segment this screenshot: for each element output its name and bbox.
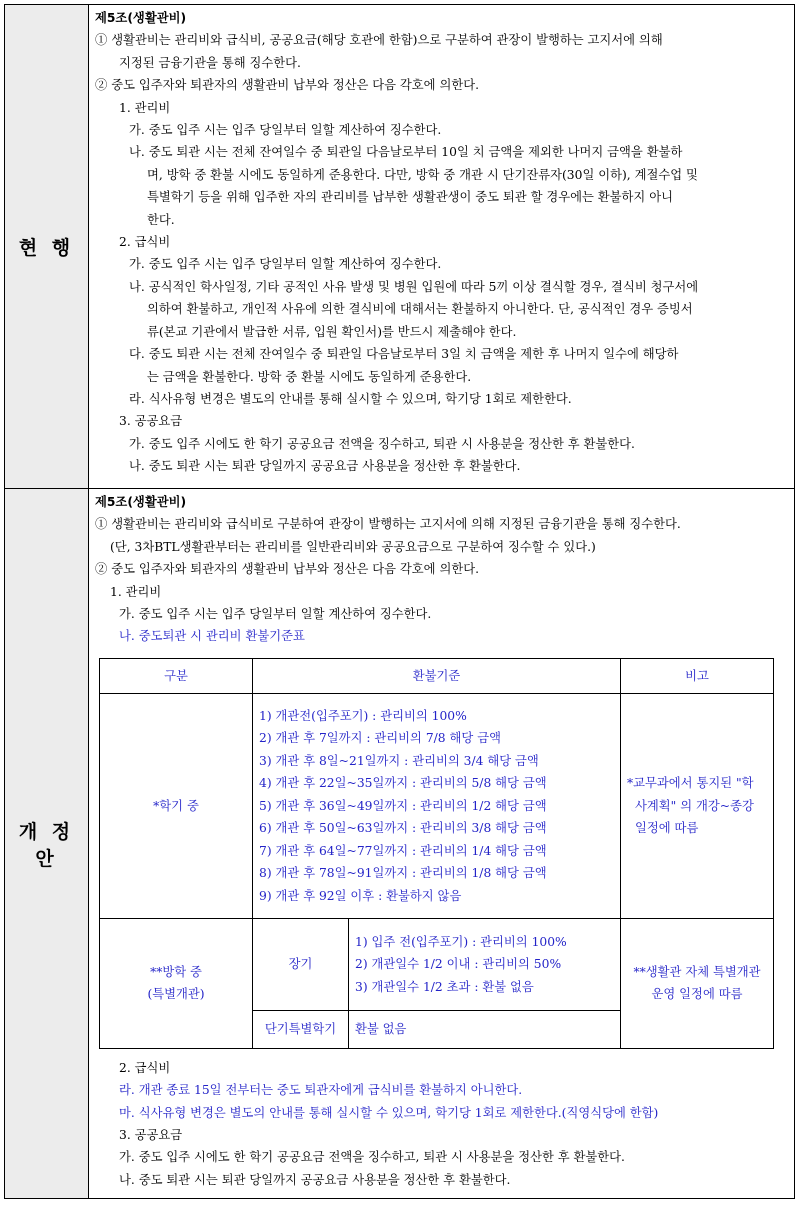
current-row <box>5 5 795 489</box>
refund-vacation-note-line: 운영 일정에 따름 <box>651 987 743 1002</box>
proposed-p2: ② 중도 입주자와 퇴관자의 생활관비 납부와 정산은 다음 각호에 의한다. <box>95 562 479 577</box>
refund-header-criteria: 환불기준 <box>253 658 621 693</box>
current-s1-title: 1. 관리비 <box>119 100 171 115</box>
refund-semester-note-line: *교무과에서 통지된 "학 <box>627 776 754 791</box>
refund-semester-row <box>100 693 774 918</box>
refund-semester-note-line: 일정에 따름 <box>635 821 699 836</box>
proposed-p1-line2: (단, 3차BTL생활관부터는 관리비를 일반관리비와 공공요금으로 구분하여 징수할 수 있다.) <box>110 539 596 554</box>
comparison-table <box>4 4 795 1199</box>
refund-short-term-value: 환불 없음 <box>349 1010 621 1048</box>
refund-semester-rule: 5) 개관 후 36일~49일까지 : 관리비의 1/2 해당 금액 <box>259 798 547 813</box>
proposed-s3-b: 나. 중도 퇴관 시는 퇴관 당일까지 공공요금 사용분을 정산한 후 환불한다. <box>119 1172 511 1187</box>
refund-long-term-label: 장기 <box>253 918 349 1010</box>
refund-semester-rule: 1) 개관전(입주포기) : 관리비의 100% <box>259 708 467 723</box>
refund-semester-rule: 8) 개관 후 78일~91일까지 : 관리비의 1/8 해당 금액 <box>259 866 547 881</box>
current-s2-title: 2. 급식비 <box>119 235 171 250</box>
current-label: 현 행 <box>5 5 89 489</box>
refund-vacation-label <box>100 918 253 1048</box>
current-p1-line2: 지정된 금융기관을 통해 징수한다. <box>119 55 301 70</box>
current-p2: ② 중도 입주자와 퇴관자의 생활관비 납부와 정산은 다음 각호에 의한다. <box>95 78 479 93</box>
proposed-s3-a: 가. 중도 입주 시에도 한 학기 공공요금 전액을 징수하고, 퇴관 시 사용분을 정산한 후 환불한다. <box>119 1150 625 1165</box>
refund-vacation-label-line: **방학 중 <box>150 964 202 979</box>
current-s1-a: 가. 중도 입주 시는 입주 당일부터 일할 계산하여 징수한다. <box>129 123 442 138</box>
refund-long-term-rule: 2) 개관일수 1/2 이내 : 관리비의 50% <box>355 957 562 972</box>
proposed-article-title: 제5조(생활관비) <box>95 495 187 509</box>
proposed-s1-b: 나. 중도퇴관 시 관리비 환불기준표 <box>119 629 305 644</box>
proposed-s2-d: 라. 개관 종료 15일 전부터는 중도 퇴관자에게 급식비를 환불하지 아니한다. <box>119 1083 523 1098</box>
proposed-s2-e-row <box>95 1102 786 1124</box>
current-s1-b-line4: 한다. <box>147 212 175 227</box>
refund-vacation-label-line: (특별개관) <box>147 987 205 1002</box>
refund-long-term-rule: 3) 개관일수 1/2 초과 : 환불 없음 <box>355 979 534 994</box>
current-s3-title: 3. 공공요금 <box>119 414 183 429</box>
refund-semester-label: *학기 중 <box>100 693 253 918</box>
refund-header-note: 비고 <box>621 658 774 693</box>
current-s2-c-line1: 다. 중도 퇴관 시는 전체 잔여일수 중 퇴관일 다음날로부터 3일 치 금액을 제한 후 나머지 일수에 해당하 <box>129 347 679 362</box>
refund-long-term-rule: 1) 입주 전(입주포기) : 관리비의 100% <box>355 934 567 949</box>
refund-header-category: 구분 <box>100 658 253 693</box>
refund-criteria-table <box>99 658 774 1049</box>
refund-semester-note <box>621 693 774 918</box>
current-s2-a: 가. 중도 입주 시는 입주 당일부터 일할 계산하여 징수한다. <box>129 257 442 272</box>
refund-semester-rule: 4) 개관 후 22일~35일까지 : 관리비의 5/8 해당 금액 <box>259 776 547 791</box>
proposed-s2-e-note: (직영식당에 한함) <box>561 1105 659 1120</box>
current-s2-b-line1: 나. 공식적인 학사일정, 기타 공적인 사유 발생 및 병원 입원에 따라 5끼 이상 결식할 경우, 결식비 청구서에 <box>129 279 699 294</box>
proposed-s3-title: 3. 공공요금 <box>119 1128 183 1143</box>
current-s3-b: 나. 중도 퇴관 시는 퇴관 당일까지 공공요금 사용분을 정산한 후 환불한다. <box>129 459 521 474</box>
proposed-s2-e: 마. 식사유형 변경은 별도의 안내를 통해 실시할 수 있으며, 학기당 1회로 제한한다. <box>119 1105 562 1120</box>
refund-vacation-long-row <box>100 918 774 1010</box>
current-content <box>89 5 795 489</box>
proposed-s2-title: 2. 급식비 <box>119 1060 171 1075</box>
refund-semester-rule: 6) 개관 후 50일~63일까지 : 관리비의 3/8 해당 금액 <box>259 821 547 836</box>
refund-header-row <box>100 658 774 693</box>
current-s3-a: 가. 중도 입주 시에도 한 학기 공공요금 전액을 징수하고, 퇴관 시 사용분을 정산한 후 환불한다. <box>129 436 635 451</box>
refund-semester-note-line: 사계획" 의 개강~종강 <box>635 798 754 813</box>
current-s1-b-line2: 며, 방학 중 환불 시에도 동일하게 준용한다. 다만, 방학 중 개관 시 단기잔류자(30일 이하), 계절수업 및 <box>147 167 698 182</box>
current-s1-b-line1: 나. 중도 퇴관 시는 전체 잔여일수 중 퇴관일 다음날로부터 10일 치 금액을 제외한 나머지 금액을 환불하 <box>129 145 683 160</box>
refund-semester-rule: 2) 개관 후 7일까지 : 관리비의 7/8 해당 금액 <box>259 731 501 746</box>
current-s2-d: 라. 식사유형 변경은 별도의 안내를 통해 실시할 수 있으며, 학기당 1회로 제한한다. <box>129 391 572 406</box>
refund-vacation-note-line: **생활관 자체 특별개관 <box>633 964 761 979</box>
current-s2-b-line2: 의하여 환불하고, 개인적 사유에 의한 결식비에 대해서는 환불하지 아니한다. 단, 공식적인 경우 증빙서 <box>147 302 693 317</box>
current-s1-b-line3: 특별학기 등을 위해 입주한 자의 관리비를 납부한 생활관생이 중도 퇴관 할 경우에는 환불하지 아니 <box>147 190 673 205</box>
refund-semester-rule: 7) 개관 후 64일~77일까지 : 관리비의 1/4 해당 금액 <box>259 843 547 858</box>
current-p1-line1: ① 생활관비는 관리비와 급식비, 공공요금(해당 호관에 한함)으로 구분하여 관장이 발행하는 고지서에 의해 <box>95 33 663 48</box>
refund-vacation-note <box>621 918 774 1048</box>
proposed-row <box>5 489 795 1199</box>
proposed-p1-line1: ① 생활관비는 관리비와 급식비로 구분하여 관장이 발행하는 고지서에 의해 지정된 금융기관을 통해 징수한다. <box>95 517 681 532</box>
current-s2-c-line2: 는 금액을 환불한다. 방학 중 환불 시에도 동일하게 준용한다. <box>147 369 472 384</box>
current-s2-b-line3: 류(본교 기관에서 발급한 서류, 입원 확인서)를 반드시 제출해야 한다. <box>147 324 517 339</box>
current-article-title: 제5조(생활관비) <box>95 11 187 25</box>
refund-long-term-criteria <box>349 918 621 1010</box>
refund-semester-criteria <box>253 693 621 918</box>
proposed-content <box>89 489 795 1199</box>
refund-semester-rule: 9) 개관 후 92일 이후 : 환불하지 않음 <box>259 888 462 903</box>
proposed-s1-a: 가. 중도 입주 시는 입주 당일부터 일할 계산하여 징수한다. <box>119 607 432 622</box>
proposed-label: 개 정 안 <box>5 489 89 1199</box>
refund-semester-rule: 3) 개관 후 8일~21일까지 : 관리비의 3/4 해당 금액 <box>259 753 539 768</box>
refund-short-term-label: 단기특별학기 <box>253 1010 349 1048</box>
proposed-s1-title: 1. 관리비 <box>110 584 162 599</box>
